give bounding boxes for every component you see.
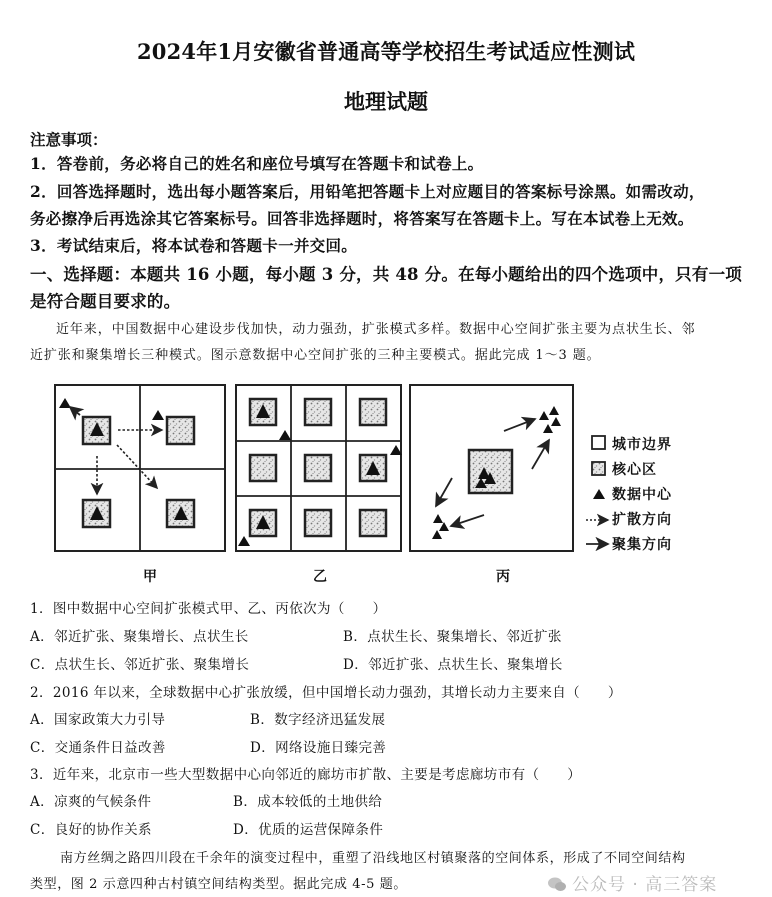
passage-2-line-1: 南方丝绸之路四川段在千余年的演变过程中，重塑了沿线地区村镇聚落的空间体系，形成了不同空间结构 bbox=[60, 851, 686, 866]
passage-2-line-2: 类型，图 2 示意四种古村镇空间结构类型。据此完成 4-5 题。 bbox=[30, 877, 407, 892]
question-2-option-c: C．交通条件日益改善 bbox=[30, 740, 166, 756]
legend-aggregation-direction: 聚集方向 bbox=[612, 537, 672, 553]
question-3-option-c: C．良好的协作关系 bbox=[30, 822, 152, 838]
question-2-option-d: D．网络设施日臻完善 bbox=[250, 740, 387, 756]
passage-1-line-2: 近扩张和聚集增长三种模式。图示意数据中心空间扩张的三种主要模式。据此完成 1～3 题。 bbox=[30, 348, 601, 363]
question-2-option-a: A．国家政策大力引导 bbox=[30, 712, 166, 728]
note-item-2-cont: 务必擦净后再选涂其它答案标号。回答非选择题时，将答案写在答题卡上。写在本试卷上无效。 bbox=[30, 209, 694, 228]
notes-heading: 注意事项： bbox=[30, 130, 108, 149]
panel-yi bbox=[236, 385, 402, 551]
section-heading-line-1: 一、选择题：本题共 16 小题，每小题 3 分，共 48 分。在每小题给出的四个选项中，只有一项 bbox=[30, 265, 742, 284]
panel-label-bing: 丙 bbox=[496, 569, 510, 585]
passage-1-line-1: 近年来，中国数据中心建设步伐加快，动力强劲，扩张模式多样。数据中心空间扩张主要为点状生长、邻 bbox=[56, 322, 696, 337]
watermark bbox=[548, 870, 717, 895]
panel-label-jia: 甲 bbox=[143, 569, 157, 585]
legend-data-center: 数据中心 bbox=[612, 487, 672, 503]
legend-core-area: 核心区 bbox=[612, 462, 657, 478]
note-item-3: 3．考试结束后，将本试卷和答题卡一并交回。 bbox=[30, 236, 358, 255]
panel-jia bbox=[55, 385, 225, 551]
question-1-option-a: A．邻近扩张、聚集增长、点状生长 bbox=[30, 629, 249, 645]
watermark-text: 公众号 · 高三答案 bbox=[572, 875, 718, 895]
exam-title: 2024年1月安徽省普通高等学校招生考试适应性测试 bbox=[136, 39, 636, 64]
section-heading-line-2: 是符合题目要求的。 bbox=[30, 292, 181, 311]
question-1-stem: 1．图中数据中心空间扩张模式甲、乙、丙依次为（ ） bbox=[30, 601, 387, 617]
figure-expansion-modes bbox=[40, 378, 730, 588]
question-3-option-a: A．凉爽的气候条件 bbox=[30, 794, 152, 810]
question-2-stem: 2．2016 年以来，全球数据中心扩张放缓，但中国增长动力强劲，其增长动力主要来自（ ） bbox=[30, 685, 622, 701]
legend-city-boundary: 城市边界 bbox=[612, 437, 672, 453]
question-3-stem: 3．近年来，北京市一些大型数据中心向邻近的廊坊市扩散、主要是考虑廊坊市有（ ） bbox=[30, 767, 582, 783]
note-item-2: 2．回答选择题时，选出每小题答案后，用铅笔把答题卡上对应题目的答案标号涂黑。如需改动， bbox=[30, 182, 705, 201]
question-3-option-d: D．优质的运营保障条件 bbox=[233, 822, 384, 838]
legend-diffusion-direction: 扩散方向 bbox=[612, 512, 672, 528]
question-3-option-b: B．成本较低的土地供给 bbox=[233, 794, 383, 810]
exam-subject: 地理试题 bbox=[344, 89, 428, 114]
question-2-option-b: B．数字经济迅猛发展 bbox=[250, 712, 386, 728]
note-item-1: 1．答卷前，务必将自己的姓名和座位号填写在答题卡和试卷上。 bbox=[30, 154, 484, 173]
legend-icons bbox=[586, 436, 608, 544]
question-1-option-b: B．点状生长、聚集增长、邻近扩张 bbox=[343, 629, 562, 645]
panel-label-yi: 乙 bbox=[313, 569, 327, 585]
wechat-icon bbox=[548, 877, 566, 892]
question-1-option-c: C．点状生长、邻近扩张、聚集增长 bbox=[30, 657, 250, 673]
question-1-option-d: D．邻近扩张、点状生长、聚集增长 bbox=[343, 657, 563, 673]
panel-bing bbox=[410, 385, 573, 551]
